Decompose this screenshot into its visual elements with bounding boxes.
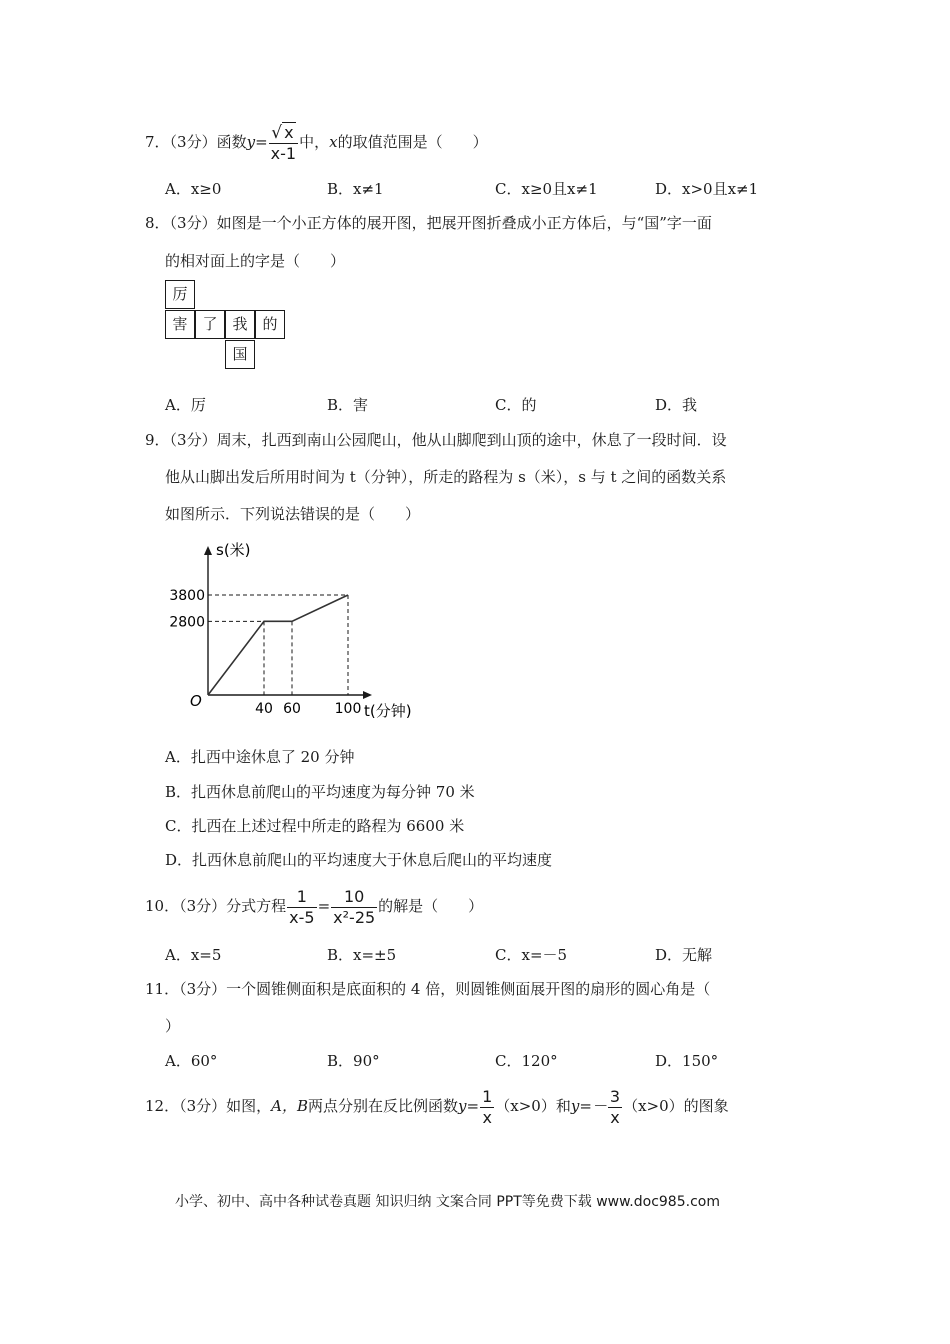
q10-option-c[interactable] bbox=[495, 944, 567, 965]
x-axis-label: t(分钟) bbox=[364, 702, 412, 720]
q8-option-a[interactable] bbox=[165, 394, 206, 415]
x-tick-label-100: 100 bbox=[334, 701, 362, 717]
q9-option-a[interactable] bbox=[165, 746, 354, 767]
x-tick-label-60: 60 bbox=[283, 701, 301, 717]
option-text: 扎西休息前爬山的平均速度为每分钟 70 米 bbox=[191, 783, 475, 801]
q8-option-d[interactable] bbox=[655, 394, 697, 415]
q7-option-b[interactable] bbox=[327, 178, 384, 199]
q11-option-d[interactable] bbox=[655, 1050, 718, 1071]
q12-f2-num: 3 bbox=[609, 1086, 621, 1106]
option-label: C． bbox=[495, 396, 522, 414]
q8-stem-line1 bbox=[145, 212, 712, 233]
q12-f2-den: x bbox=[608, 1107, 622, 1128]
q11-number: 11． bbox=[145, 980, 180, 998]
x-tick-label-40: 40 bbox=[255, 701, 273, 717]
chart-axes bbox=[190, 541, 412, 720]
option-text: x=±5 bbox=[353, 946, 397, 964]
q7-text: 函数 bbox=[216, 133, 247, 151]
option-label: D． bbox=[655, 946, 683, 964]
q10-number: 10． bbox=[145, 897, 180, 915]
page-footer: 小学、初中、高中各种试卷真题 知识归纳 文案合同 PPT等免费下载 www.doc985.com bbox=[175, 1194, 720, 1210]
q7-option-d[interactable] bbox=[655, 178, 758, 199]
q12-number: 12． bbox=[145, 1097, 180, 1115]
option-text: x≥0 bbox=[190, 180, 222, 198]
q9-option-b[interactable] bbox=[165, 781, 475, 802]
option-text: 60° bbox=[190, 1052, 218, 1070]
q12-f2-lhs: y=－ bbox=[570, 1097, 607, 1115]
q12-cond2: （x>0）的图象 bbox=[623, 1097, 729, 1115]
option-label: D． bbox=[655, 1052, 683, 1070]
q10-rhs-num: 10 bbox=[343, 886, 365, 906]
option-label: A． bbox=[165, 1052, 191, 1070]
q10-option-d[interactable] bbox=[655, 944, 712, 965]
q8-option-c[interactable] bbox=[495, 394, 537, 415]
option-label: B． bbox=[327, 396, 354, 414]
option-label: B． bbox=[327, 946, 354, 964]
q10-stem bbox=[145, 882, 483, 930]
q9-stem-line1 bbox=[145, 429, 727, 450]
q7-score: （3分） bbox=[169, 133, 217, 151]
q7-eq: = bbox=[255, 133, 268, 151]
q10-option-a[interactable] bbox=[165, 944, 221, 965]
q12-points: A，B bbox=[271, 1097, 309, 1115]
option-text: 害 bbox=[353, 396, 369, 414]
q7-frac-den: x-1 bbox=[270, 143, 297, 163]
q8-score: （3分） bbox=[169, 214, 217, 232]
q10-score: （3分） bbox=[179, 897, 227, 915]
option-text: 的 bbox=[521, 396, 537, 414]
option-label: A． bbox=[165, 748, 191, 766]
q11-text: 一个圆锥侧面积是底面积的 4 倍，则圆锥侧面展开图的扇形的圆心角是（ bbox=[226, 980, 711, 998]
option-label: C． bbox=[495, 180, 522, 198]
option-label: C． bbox=[165, 817, 192, 835]
q12-score: （3分） bbox=[179, 1097, 227, 1115]
q10-lhs-fraction bbox=[287, 887, 316, 928]
q7-option-a[interactable] bbox=[165, 178, 221, 199]
q8-stem-line2: 的相对面上的字是（ ） bbox=[165, 252, 346, 270]
option-text: 我 bbox=[682, 396, 698, 414]
q10-rhs-den: x²-25 bbox=[333, 907, 376, 927]
q10-option-b[interactable] bbox=[327, 944, 396, 965]
q12-cond1: （x>0）和 bbox=[495, 1097, 571, 1115]
net-cell-hai: 害 bbox=[165, 310, 195, 339]
sqrt-sign: √ bbox=[271, 122, 283, 143]
option-text: 扎西在上述过程中所走的路程为 6600 米 bbox=[191, 817, 465, 835]
option-text: 扎西休息前爬山的平均速度大于休息后爬山的平均速度 bbox=[192, 851, 553, 869]
net-cell-wo: 我 bbox=[225, 310, 255, 339]
option-text: 扎西中途休息了 20 分钟 bbox=[190, 748, 355, 766]
q12-f2-fraction bbox=[608, 1087, 622, 1128]
option-text: x≠1 bbox=[353, 180, 384, 198]
option-label: D． bbox=[165, 851, 193, 869]
q10-text: 分式方程 bbox=[226, 897, 287, 915]
option-text: x=－5 bbox=[521, 946, 568, 964]
q11-option-c[interactable] bbox=[495, 1050, 558, 1071]
option-text: 150° bbox=[682, 1052, 719, 1070]
q7-var-y: y bbox=[246, 133, 256, 151]
option-text: 厉 bbox=[190, 396, 206, 414]
q10-rhs-fraction bbox=[331, 887, 377, 928]
q7-text-after: 中， bbox=[299, 133, 330, 151]
x-axis-arrow bbox=[363, 691, 372, 699]
option-text: 无解 bbox=[682, 946, 713, 964]
q9-text: 周末，扎西到南山公园爬山，他从山脚爬到山顶的途中，休息了一段时间．设 bbox=[216, 431, 727, 449]
option-label: B． bbox=[165, 783, 192, 801]
option-label: C． bbox=[495, 1052, 522, 1070]
net-cell-de: 的 bbox=[255, 310, 285, 339]
q7-var-x: x bbox=[329, 133, 338, 151]
q11-option-a[interactable] bbox=[165, 1050, 217, 1071]
q9-stem-line2: 他从山脚出发后所用时间为 t（分钟），所走的路程为 s（米），s 与 t 之间的函数关系 bbox=[165, 468, 727, 486]
option-label: A． bbox=[165, 396, 191, 414]
q12-f1-num: 1 bbox=[482, 1086, 493, 1106]
option-label: D． bbox=[655, 180, 683, 198]
q8-number: 8． bbox=[145, 214, 170, 232]
q7-fraction bbox=[269, 123, 298, 164]
q9-number: 9． bbox=[145, 431, 170, 449]
option-text: 90° bbox=[353, 1052, 380, 1070]
series-line bbox=[208, 595, 348, 695]
origin-label: O bbox=[190, 692, 202, 710]
option-label: A． bbox=[165, 180, 191, 198]
option-text: x≥0且x≠1 bbox=[521, 180, 598, 198]
option-label: B． bbox=[327, 1052, 354, 1070]
q10-text-after: 的解是（ ） bbox=[378, 897, 484, 915]
q11-stem-line2: ） bbox=[165, 1017, 181, 1035]
net-cell-li: 厉 bbox=[165, 280, 195, 309]
option-text: x>0且x≠1 bbox=[682, 180, 759, 198]
q12-f1-den: x bbox=[480, 1107, 494, 1128]
q12-f1-fraction bbox=[480, 1087, 494, 1128]
option-text: 120° bbox=[521, 1052, 558, 1070]
q10-lhs-den: x-5 bbox=[289, 907, 315, 927]
q9-stem-line3: 如图所示．下列说法错误的是（ ） bbox=[165, 505, 421, 523]
q7-stem bbox=[145, 118, 488, 166]
q11-stem-line1 bbox=[145, 978, 710, 999]
q9-score: （3分） bbox=[169, 431, 217, 449]
option-text: x=5 bbox=[190, 946, 222, 964]
q11-score: （3分） bbox=[179, 980, 227, 998]
y-tick-label-2800: 2800 bbox=[169, 614, 205, 631]
distance-time-graph bbox=[169, 535, 440, 725]
q11-option-b[interactable] bbox=[327, 1050, 380, 1071]
q12-text-mid: 两点分别在反比例函数 bbox=[308, 1097, 459, 1115]
option-label: A． bbox=[165, 946, 191, 964]
option-label: D． bbox=[655, 396, 683, 414]
q12-text: 如图， bbox=[226, 1097, 272, 1115]
y-axis-label: s(米) bbox=[216, 541, 251, 559]
option-label: C． bbox=[495, 946, 522, 964]
q7-frac-num: x bbox=[284, 122, 294, 142]
y-tick-label-3800: 3800 bbox=[169, 588, 205, 604]
net-cell-guo: 国 bbox=[225, 340, 255, 369]
q9-option-d[interactable] bbox=[165, 849, 552, 870]
q8-text: 如图是一个小正方体的展开图，把展开图折叠成小正方体后，与“国”字一面 bbox=[216, 214, 712, 232]
q8-option-b[interactable] bbox=[327, 394, 368, 415]
q7-number: 7． bbox=[145, 133, 170, 151]
option-label: B． bbox=[327, 180, 354, 198]
q12-stem bbox=[145, 1082, 729, 1130]
y-axis-arrow bbox=[204, 546, 212, 555]
q12-f1-lhs: y= bbox=[458, 1097, 480, 1115]
q10-eq: = bbox=[317, 897, 331, 915]
q7-option-c[interactable] bbox=[495, 178, 598, 199]
net-cell-le: 了 bbox=[195, 310, 225, 339]
q7-text-end: 的取值范围是（ ） bbox=[337, 133, 488, 151]
q10-lhs-num: 1 bbox=[296, 886, 307, 906]
q9-option-c[interactable] bbox=[165, 815, 464, 836]
